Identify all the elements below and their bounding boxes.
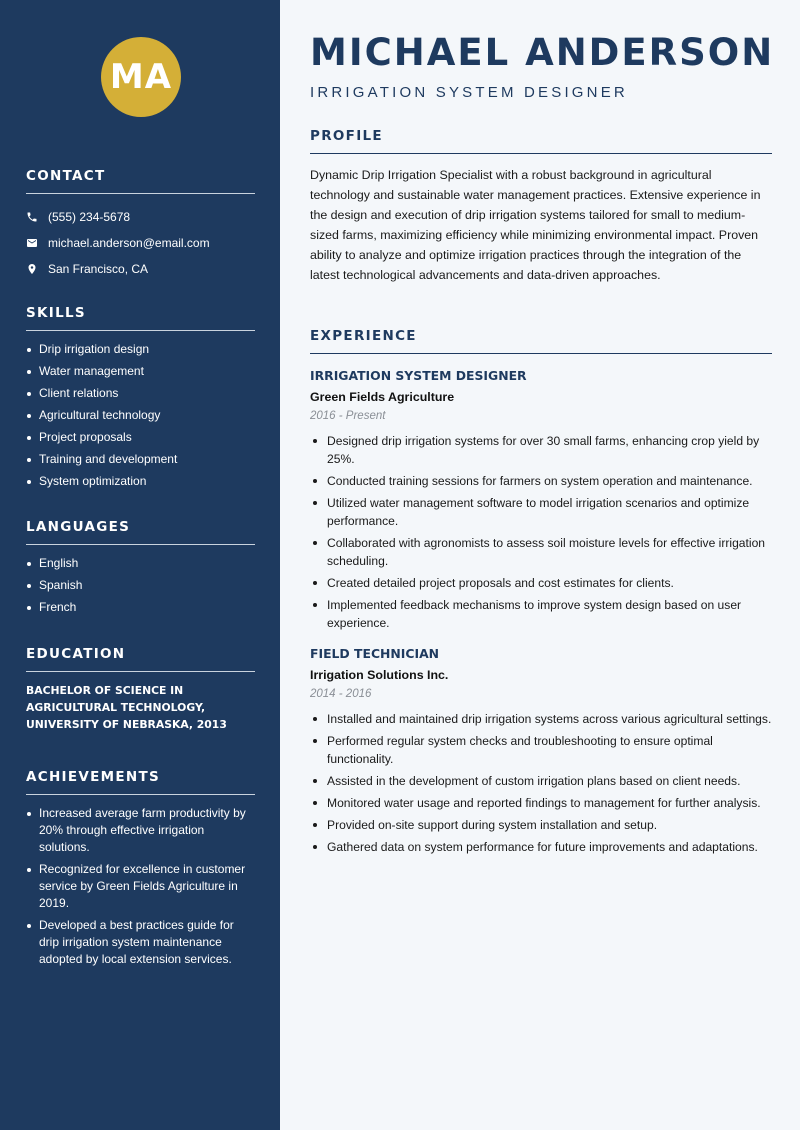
- list-item: Spanish: [26, 577, 255, 594]
- job-bullets: [310, 432, 772, 632]
- list-item: Project proposals: [26, 429, 255, 446]
- list-item: Designed drip irrigation systems for over 30 small farms, enhancing crop yield by 25%.: [310, 432, 772, 468]
- job-title: IRRIGATION SYSTEM DESIGNER: [310, 368, 527, 383]
- contact-email: [26, 230, 255, 256]
- candidate-role: IRRIGATION SYSTEM DESIGNER: [310, 84, 628, 101]
- job-period: 2016 - Present: [310, 410, 386, 422]
- avatar: [101, 37, 181, 117]
- languages-list: [26, 555, 255, 616]
- list-item: Implemented feedback mechanisms to improve system design based on user experience.: [310, 596, 772, 632]
- email-text: michael.anderson@email.com: [48, 236, 210, 250]
- job-entry: [310, 368, 772, 632]
- list-item: Increased average farm productivity by 20% through effective irrigation solutions.: [26, 805, 255, 856]
- contact-heading: CONTACT: [26, 168, 255, 194]
- achievements-section: [26, 769, 255, 973]
- experience-heading: EXPERIENCE: [310, 328, 772, 354]
- location-text: San Francisco, CA: [48, 262, 149, 276]
- company-name: Green Fields Agriculture: [310, 390, 455, 404]
- list-item: Collaborated with agronomists to assess soil moisture levels for effective irrigation scheduling.: [310, 534, 772, 570]
- list-item: Drip irrigation design: [26, 341, 255, 358]
- list-item: French: [26, 599, 255, 616]
- skills-heading: SKILLS: [26, 305, 255, 331]
- contact-location: [26, 256, 255, 282]
- email-icon: [26, 237, 38, 249]
- achievements-list: [26, 805, 255, 968]
- phone-icon: [26, 211, 38, 223]
- contact-phone: [26, 204, 255, 230]
- job-entry: [310, 646, 772, 856]
- skills-list: [26, 341, 255, 490]
- list-item: English: [26, 555, 255, 572]
- profile-heading: PROFILE: [310, 128, 772, 154]
- job-bullets: [310, 710, 772, 856]
- avatar-initials: MA: [109, 57, 173, 97]
- list-item: Recognized for excellence in customer service by Green Fields Agriculture in 2019.: [26, 861, 255, 912]
- list-item: Agricultural technology: [26, 407, 255, 424]
- company-name: Irrigation Solutions Inc.: [310, 668, 449, 682]
- list-item: Water management: [26, 363, 255, 380]
- list-item: Training and development: [26, 451, 255, 468]
- degree-line-1: BACHELOR OF SCIENCE IN: [26, 684, 184, 697]
- achievements-heading: ACHIEVEMENTS: [26, 769, 255, 795]
- education-heading: EDUCATION: [26, 646, 255, 672]
- location-pin-icon: [26, 263, 38, 275]
- list-item: Performed regular system checks and troubleshooting to ensure optimal functionality.: [310, 732, 772, 768]
- skills-section: [26, 305, 255, 495]
- experience-section: [310, 328, 772, 860]
- list-item: Gathered data on system performance for future improvements and adaptations.: [310, 838, 772, 856]
- profile-text: Dynamic Drip Irrigation Specialist with a robust background in agricultural technology and sustainable water management practices. Extensive experience in the design and execution of drip irrigation systems tailored for small to medium-sized farms, maximizing efficiency while minimizing environmental impact. Proven ability to analyze and optimize irrigation practices through the integration of the latest technological advancements and data-driven approaches.: [310, 168, 761, 282]
- list-item: Installed and maintained drip irrigation systems across various agricultural settings.: [310, 710, 772, 728]
- degree-line-3: UNIVERSITY OF NEBRASKA, 2013: [26, 718, 227, 731]
- degree-line-2: AGRICULTURAL TECHNOLOGY,: [26, 701, 206, 714]
- languages-section: [26, 519, 255, 621]
- contact-section: [26, 168, 255, 282]
- job-title: FIELD TECHNICIAN: [310, 646, 440, 661]
- job-period: 2014 - 2016: [310, 688, 372, 700]
- profile-section: [310, 128, 772, 285]
- list-item: Created detailed project proposals and cost estimates for clients.: [310, 574, 772, 592]
- list-item: Client relations: [26, 385, 255, 402]
- list-item: Utilized water management software to model irrigation scenarios and optimize performance.: [310, 494, 772, 530]
- list-item: Provided on-site support during system installation and setup.: [310, 816, 772, 834]
- list-item: Developed a best practices guide for drip irrigation system maintenance adopted by local extension services.: [26, 917, 255, 968]
- list-item: Conducted training sessions for farmers on system operation and maintenance.: [310, 472, 772, 490]
- sidebar: [0, 0, 280, 1130]
- list-item: System optimization: [26, 473, 255, 490]
- list-item: Assisted in the development of custom irrigation plans based on client needs.: [310, 772, 772, 790]
- education-section: [26, 646, 255, 733]
- candidate-name: MICHAEL ANDERSON: [310, 31, 775, 74]
- list-item: Monitored water usage and reported findings to management for further analysis.: [310, 794, 772, 812]
- phone-text: (555) 234-5678: [48, 210, 131, 224]
- languages-heading: LANGUAGES: [26, 519, 255, 545]
